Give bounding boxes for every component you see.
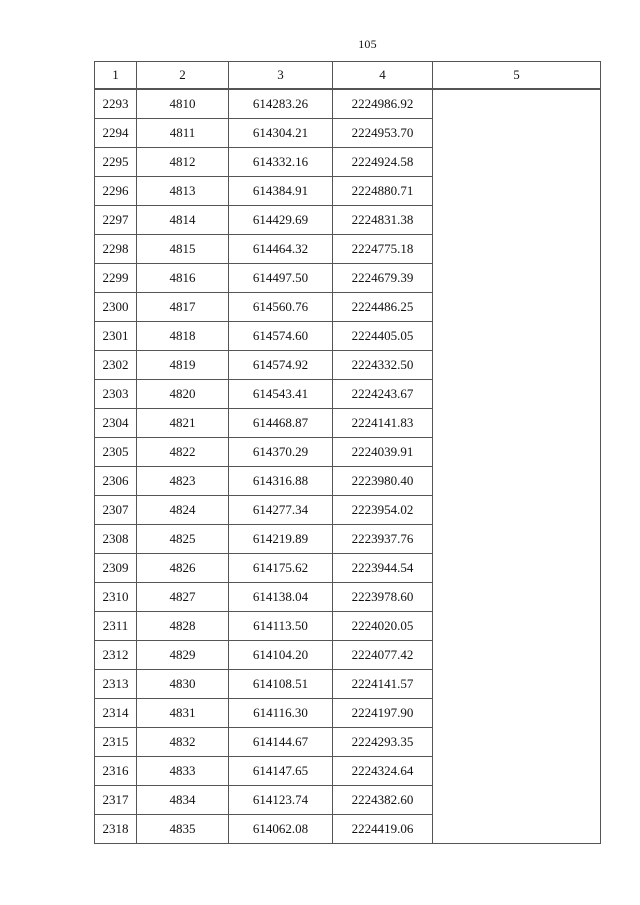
row-number-cell: 2303	[95, 380, 137, 409]
x-coordinate-cell: 614219.89	[229, 525, 333, 554]
x-coordinate-cell: 614123.74	[229, 786, 333, 815]
table-row	[95, 264, 601, 293]
table-row	[95, 786, 601, 815]
header-cell-3: 3	[229, 62, 333, 90]
x-coordinate-cell: 614384.91	[229, 177, 333, 206]
y-coordinate-cell: 2224419.06	[333, 815, 433, 844]
row-number-cell: 2304	[95, 409, 137, 438]
table-row	[95, 699, 601, 728]
table-row	[95, 119, 601, 148]
header-cell-5: 5	[433, 62, 601, 90]
notes-cell	[433, 728, 601, 757]
point-number-cell: 4831	[137, 699, 229, 728]
y-coordinate-cell: 2224077.42	[333, 641, 433, 670]
row-number-cell: 2300	[95, 293, 137, 322]
notes-cell	[433, 641, 601, 670]
header-cell-1: 1	[95, 62, 137, 90]
notes-cell	[433, 148, 601, 177]
x-coordinate-cell: 614574.60	[229, 322, 333, 351]
table-row	[95, 467, 601, 496]
y-coordinate-cell: 2224293.35	[333, 728, 433, 757]
notes-cell	[433, 583, 601, 612]
table-row	[95, 612, 601, 641]
point-number-cell: 4810	[137, 89, 229, 119]
table-row	[95, 641, 601, 670]
notes-cell	[433, 89, 601, 119]
y-coordinate-cell: 2223980.40	[333, 467, 433, 496]
row-number-cell: 2308	[95, 525, 137, 554]
x-coordinate-cell: 614304.21	[229, 119, 333, 148]
y-coordinate-cell: 2224486.25	[333, 293, 433, 322]
notes-cell	[433, 380, 601, 409]
notes-cell	[433, 264, 601, 293]
point-number-cell: 4821	[137, 409, 229, 438]
x-coordinate-cell: 614560.76	[229, 293, 333, 322]
x-coordinate-cell: 614147.65	[229, 757, 333, 786]
point-number-cell: 4823	[137, 467, 229, 496]
x-coordinate-cell: 614113.50	[229, 612, 333, 641]
y-coordinate-cell: 2223937.76	[333, 525, 433, 554]
notes-cell	[433, 206, 601, 235]
point-number-cell: 4834	[137, 786, 229, 815]
x-coordinate-cell: 614175.62	[229, 554, 333, 583]
notes-cell	[433, 757, 601, 786]
y-coordinate-cell: 2224831.38	[333, 206, 433, 235]
y-coordinate-cell: 2224243.67	[333, 380, 433, 409]
row-number-cell: 2297	[95, 206, 137, 235]
table-row	[95, 235, 601, 264]
y-coordinate-cell: 2224953.70	[333, 119, 433, 148]
table-row	[95, 206, 601, 235]
x-coordinate-cell: 614574.92	[229, 351, 333, 380]
row-number-cell: 2298	[95, 235, 137, 264]
point-number-cell: 4819	[137, 351, 229, 380]
table-row	[95, 496, 601, 525]
notes-cell	[433, 177, 601, 206]
table-row	[95, 89, 601, 119]
table-row	[95, 322, 601, 351]
row-number-cell: 2302	[95, 351, 137, 380]
row-number-cell: 2314	[95, 699, 137, 728]
table-row	[95, 583, 601, 612]
x-coordinate-cell: 614429.69	[229, 206, 333, 235]
point-number-cell: 4835	[137, 815, 229, 844]
notes-cell	[433, 293, 601, 322]
x-coordinate-cell: 614543.41	[229, 380, 333, 409]
table-row	[95, 177, 601, 206]
row-number-cell: 2307	[95, 496, 137, 525]
y-coordinate-cell: 2224324.64	[333, 757, 433, 786]
table-header	[95, 62, 601, 90]
point-number-cell: 4824	[137, 496, 229, 525]
point-number-cell: 4820	[137, 380, 229, 409]
notes-cell	[433, 322, 601, 351]
row-number-cell: 2318	[95, 815, 137, 844]
point-number-cell: 4825	[137, 525, 229, 554]
notes-cell	[433, 119, 601, 148]
point-number-cell: 4832	[137, 728, 229, 757]
table-row	[95, 554, 601, 583]
x-coordinate-cell: 614116.30	[229, 699, 333, 728]
point-number-cell: 4813	[137, 177, 229, 206]
notes-cell	[433, 235, 601, 264]
row-number-cell: 2316	[95, 757, 137, 786]
point-number-cell: 4811	[137, 119, 229, 148]
x-coordinate-cell: 614370.29	[229, 438, 333, 467]
notes-cell	[433, 409, 601, 438]
point-number-cell: 4826	[137, 554, 229, 583]
table-row	[95, 293, 601, 322]
x-coordinate-cell: 614316.88	[229, 467, 333, 496]
row-number-cell: 2293	[95, 89, 137, 119]
y-coordinate-cell: 2224141.83	[333, 409, 433, 438]
notes-cell	[433, 438, 601, 467]
point-number-cell: 4827	[137, 583, 229, 612]
y-coordinate-cell: 2224775.18	[333, 235, 433, 264]
x-coordinate-cell: 614464.32	[229, 235, 333, 264]
point-number-cell: 4822	[137, 438, 229, 467]
y-coordinate-cell: 2224382.60	[333, 786, 433, 815]
table-row	[95, 815, 601, 844]
point-number-cell: 4812	[137, 148, 229, 177]
x-coordinate-cell: 614283.26	[229, 89, 333, 119]
point-number-cell: 4828	[137, 612, 229, 641]
table-row	[95, 351, 601, 380]
y-coordinate-cell: 2224679.39	[333, 264, 433, 293]
row-number-cell: 2317	[95, 786, 137, 815]
point-number-cell: 4818	[137, 322, 229, 351]
row-number-cell: 2311	[95, 612, 137, 641]
header-cell-4: 4	[333, 62, 433, 90]
row-number-cell: 2296	[95, 177, 137, 206]
y-coordinate-cell: 2224986.92	[333, 89, 433, 119]
row-number-cell: 2312	[95, 641, 137, 670]
point-number-cell: 4816	[137, 264, 229, 293]
row-number-cell: 2294	[95, 119, 137, 148]
y-coordinate-cell: 2224141.57	[333, 670, 433, 699]
table-row	[95, 525, 601, 554]
notes-cell	[433, 496, 601, 525]
row-number-cell: 2313	[95, 670, 137, 699]
point-number-cell: 4829	[137, 641, 229, 670]
table-body	[95, 89, 601, 844]
x-coordinate-cell: 614104.20	[229, 641, 333, 670]
y-coordinate-cell: 2223954.02	[333, 496, 433, 525]
y-coordinate-cell: 2224924.58	[333, 148, 433, 177]
notes-cell	[433, 467, 601, 496]
y-coordinate-cell: 2224880.71	[333, 177, 433, 206]
table-row	[95, 757, 601, 786]
point-number-cell: 4815	[137, 235, 229, 264]
x-coordinate-cell: 614138.04	[229, 583, 333, 612]
point-number-cell: 4814	[137, 206, 229, 235]
table-row	[95, 670, 601, 699]
notes-cell	[433, 670, 601, 699]
row-number-cell: 2315	[95, 728, 137, 757]
y-coordinate-cell: 2223944.54	[333, 554, 433, 583]
x-coordinate-cell: 614277.34	[229, 496, 333, 525]
page-number: 105	[358, 37, 377, 51]
row-number-cell: 2310	[95, 583, 137, 612]
x-coordinate-cell: 614062.08	[229, 815, 333, 844]
y-coordinate-cell: 2224039.91	[333, 438, 433, 467]
row-number-cell: 2301	[95, 322, 137, 351]
y-coordinate-cell: 2223978.60	[333, 583, 433, 612]
point-number-cell: 4830	[137, 670, 229, 699]
header-cell-2: 2	[137, 62, 229, 90]
row-number-cell: 2305	[95, 438, 137, 467]
x-coordinate-cell: 614144.67	[229, 728, 333, 757]
x-coordinate-cell: 614332.16	[229, 148, 333, 177]
notes-cell	[433, 786, 601, 815]
notes-cell	[433, 815, 601, 844]
table-row	[95, 728, 601, 757]
x-coordinate-cell: 614108.51	[229, 670, 333, 699]
row-number-cell: 2306	[95, 467, 137, 496]
row-number-cell: 2299	[95, 264, 137, 293]
coordinates-table	[94, 61, 601, 844]
point-number-cell: 4817	[137, 293, 229, 322]
x-coordinate-cell: 614497.50	[229, 264, 333, 293]
row-number-cell: 2295	[95, 148, 137, 177]
y-coordinate-cell: 2224405.05	[333, 322, 433, 351]
table-row	[95, 148, 601, 177]
y-coordinate-cell: 2224332.50	[333, 351, 433, 380]
header-row	[95, 62, 601, 90]
notes-cell	[433, 554, 601, 583]
notes-cell	[433, 612, 601, 641]
notes-cell	[433, 699, 601, 728]
y-coordinate-cell: 2224197.90	[333, 699, 433, 728]
notes-cell	[433, 351, 601, 380]
table-row	[95, 409, 601, 438]
point-number-cell: 4833	[137, 757, 229, 786]
y-coordinate-cell: 2224020.05	[333, 612, 433, 641]
notes-cell	[433, 525, 601, 554]
row-number-cell: 2309	[95, 554, 137, 583]
x-coordinate-cell: 614468.87	[229, 409, 333, 438]
table-row	[95, 438, 601, 467]
table-row	[95, 380, 601, 409]
